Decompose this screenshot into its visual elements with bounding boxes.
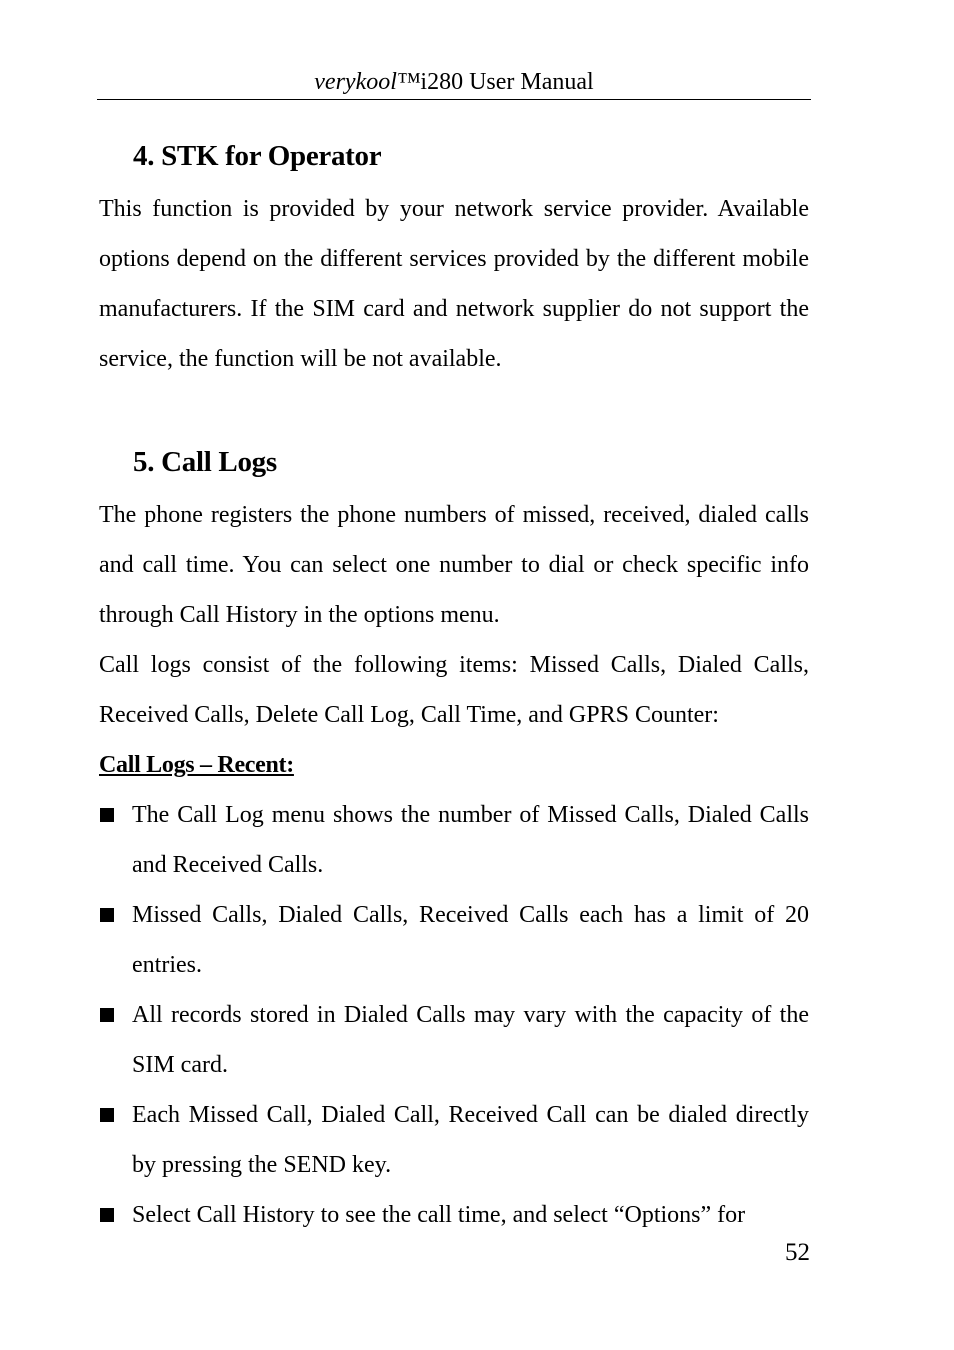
list-item: [99, 990, 809, 1090]
header-brand: verykool™: [314, 69, 421, 95]
page-header: [97, 66, 811, 100]
call-logs-bullet-list: [99, 790, 809, 1240]
section-heading-stk: 4. STK for Operator: [133, 140, 382, 172]
call-logs-paragraph-2: Call logs consist of the following items: Missed Calls, Dialed Calls, Received Calls, Delete Call Log, Call Time, and GPRS Counter:: [99, 652, 809, 728]
list-item: [99, 890, 809, 990]
call-logs-recent-subheading: Call Logs – Recent:: [99, 752, 294, 778]
square-bullet-icon: [100, 908, 114, 922]
list-item-text: Each Missed Call, Dialed Call, Received Call can be dialed directly by pressing the SEND key.: [132, 1102, 809, 1178]
list-item-text: The Call Log menu shows the number of Missed Calls, Dialed Calls and Received Calls.: [132, 802, 809, 878]
list-item: [99, 790, 809, 890]
call-logs-paragraph-1: The phone registers the phone numbers of missed, received, dialed calls and call time. You can select one number to dial or check specific info through Call History in the options menu.: [99, 502, 809, 628]
list-item: [99, 1090, 809, 1190]
list-item-text: All records stored in Dialed Calls may vary with the capacity of the SIM card.: [132, 1002, 809, 1078]
list-item-text: Select Call History to see the call time, and select “Options” for: [132, 1202, 746, 1228]
square-bullet-icon: [100, 1108, 114, 1122]
stk-paragraph: This function is provided by your network service provider. Available options depend on the different services provided by the different mobile manufacturers. If the SIM card and network supplier do not support the service, the function will be not available.: [99, 196, 809, 372]
page-content: [99, 128, 809, 1240]
page-number: 52: [785, 1239, 810, 1266]
square-bullet-icon: [100, 1008, 114, 1022]
header-title: i280 User Manual: [420, 69, 594, 95]
square-bullet-icon: [100, 808, 114, 822]
list-item: [99, 1190, 809, 1240]
section-gap: [99, 384, 809, 434]
section-heading-call-logs: 5. Call Logs: [133, 446, 277, 478]
list-item-text: Missed Calls, Dialed Calls, Received Calls each has a limit of 20 entries.: [132, 902, 809, 978]
square-bullet-icon: [100, 1208, 114, 1222]
